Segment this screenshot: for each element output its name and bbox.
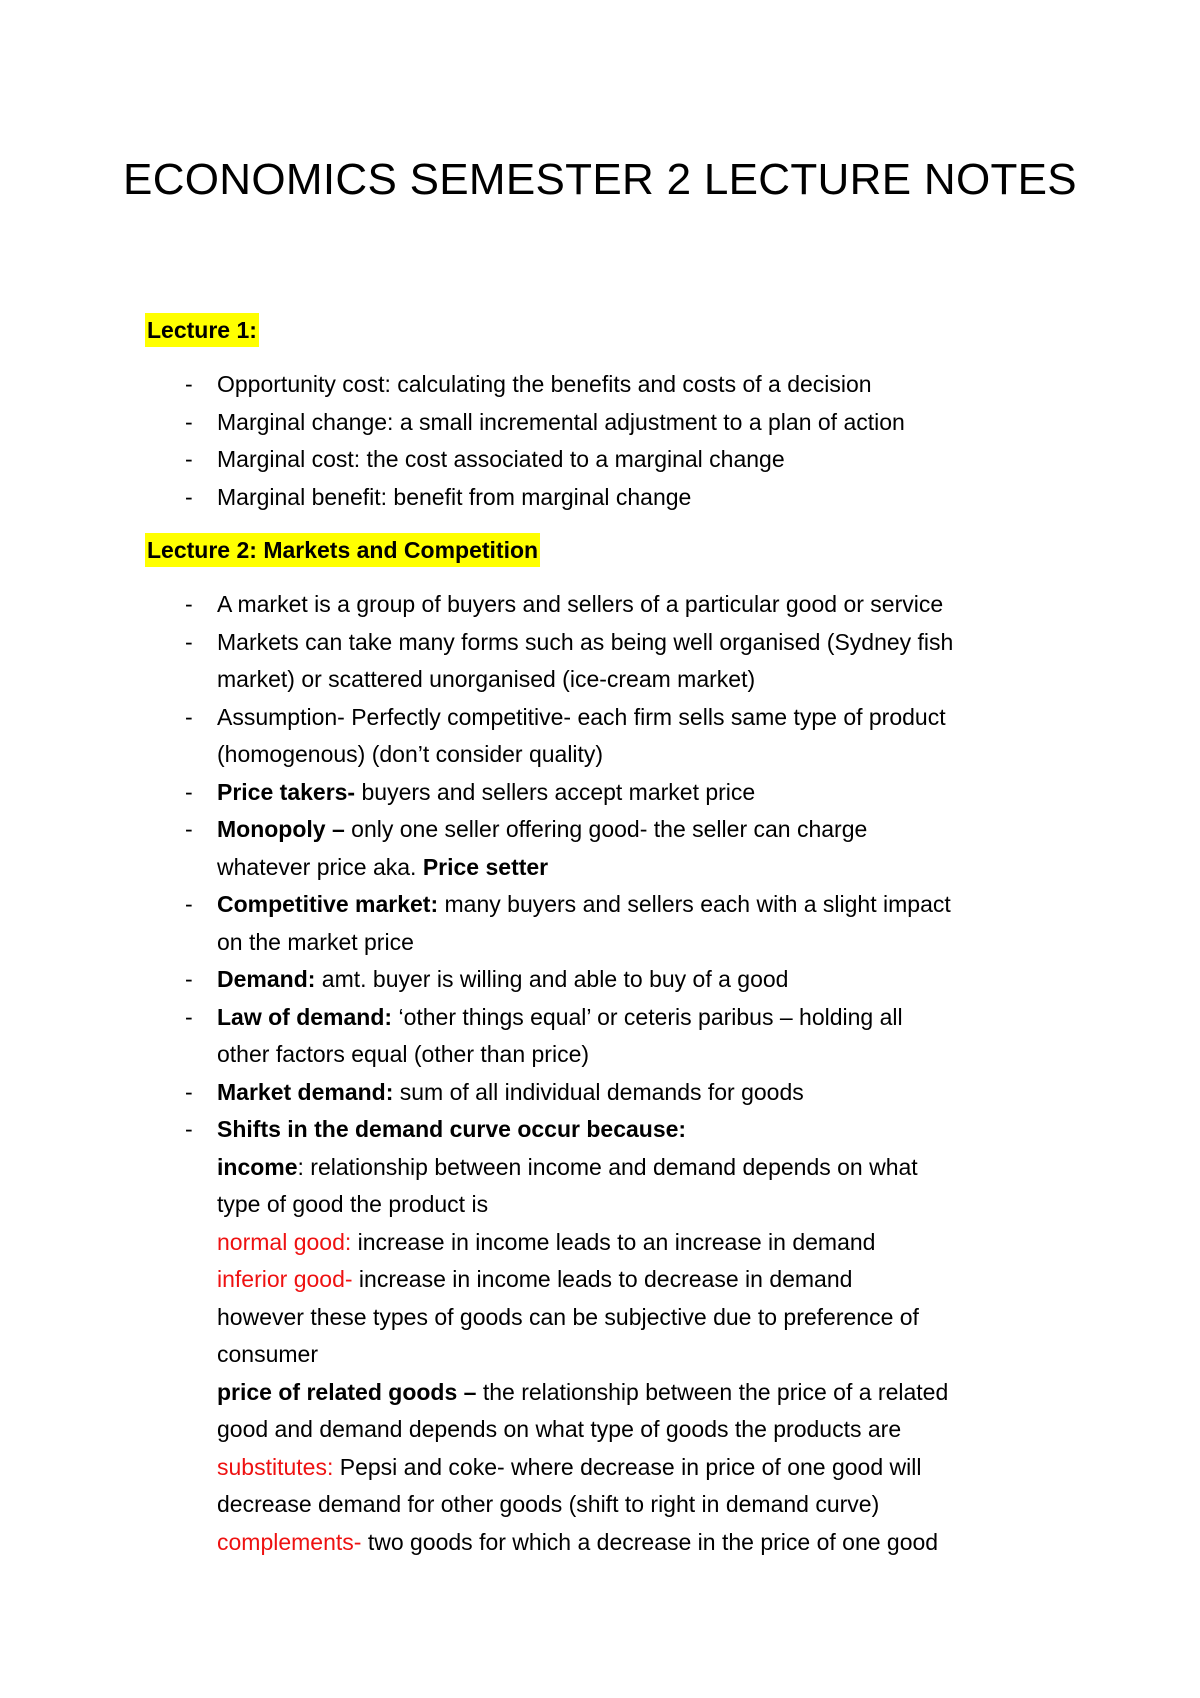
text-line [217,1074,953,1112]
text-run: many buyers and sellers each with a slight impact [438,891,951,917]
text-run: only one seller offering good- the seller can charge [344,816,868,842]
bullet-dash: - [185,778,193,805]
text-run: other factors equal (other than price) [217,1041,590,1067]
text-run: (homogenous) (don’t consider quality) [217,741,604,767]
bullet-dash: - [185,1078,193,1105]
text-line [217,1186,953,1224]
list-item [145,624,953,699]
text-line [217,366,905,404]
text-line [217,1449,953,1487]
page-title: ECONOMICS SEMESTER 2 LECTURE NOTES [123,155,1077,204]
text-line [217,1374,953,1412]
text-line [217,1411,953,1449]
bullet-dash: - [185,966,193,992]
text-run: good and demand depends on what type of goods the products are [217,1416,902,1442]
bullet-dash: - [185,816,193,842]
list-item [145,586,953,624]
bold-term: Demand: [217,966,316,992]
text-run: two goods for which a decrease in the price of one good [361,1528,939,1555]
text-run: the relationship between the price of a related [476,1378,949,1405]
text-run: Opportunity cost: calculating the benefits and costs of a decision [217,371,872,397]
text-line [217,961,953,999]
text-run: on the market price [217,928,414,955]
text-line [217,849,953,887]
text-line [217,404,905,442]
bullet-dash: - [185,371,193,397]
list-item [145,699,953,774]
text-run: Marginal benefit: benefit from marginal change [217,483,692,510]
list-item [145,1074,953,1112]
highlighted-term: complements- [217,1528,362,1555]
section-heading-lecture-1: Lecture 1: [145,313,259,347]
text-line [217,661,953,699]
text-line [217,1336,953,1374]
text-line [217,1524,953,1562]
highlighted-term: substitutes: [217,1453,334,1480]
list-item [145,366,905,404]
list-item [145,774,953,812]
list-item [145,404,905,442]
text-line [217,736,953,774]
bold-term: price of related goods – [217,1378,477,1405]
list-item [145,886,953,961]
text-run: whatever price aka. [217,853,423,880]
bullet-dash: - [185,891,193,917]
text-run: consumer [217,1341,318,1367]
text-run: Pepsi and coke- where decrease in price of one good will [333,1453,922,1480]
text-line [217,999,953,1037]
text-line [217,924,953,962]
bold-term: Market demand: [217,1078,394,1105]
list-item [145,961,953,999]
text-line [217,1036,953,1074]
list-item [145,1111,953,1561]
text-run: market) or scattered unorganised (ice-cream market) [217,666,756,692]
text-run: increase in income leads to decrease in demand [352,1266,853,1292]
text-run: however these types of goods can be subjective due to preference of [217,1303,919,1330]
bullet-dash: - [185,1116,193,1142]
text-line [217,1486,953,1524]
text-line [217,586,953,624]
list-item [145,441,905,479]
list-item [145,479,905,517]
text-run: A market is a group of buyers and sellers of a particular good or service [217,591,944,617]
bold-term: Monopoly – [217,816,345,842]
text-line [217,441,905,479]
text-run: Assumption- Perfectly competitive- each firm sells same type of product [217,703,946,730]
highlighted-term: inferior good- [217,1266,353,1292]
text-run: Marginal change: a small incremental adjustment to a plan of action [217,408,905,435]
text-line [217,479,905,517]
bullet-dash: - [185,483,193,510]
bullet-dash: - [185,591,193,617]
bullet-dash: - [185,703,193,730]
text-line [217,886,953,924]
text-line [217,1111,953,1149]
bullet-list-lecture-2 [145,586,953,1561]
bold-term: Price takers- [217,778,356,805]
text-run: ‘other things equal’ or ceteris paribus – holding all [392,1003,903,1030]
text-line [217,811,953,849]
bold-term: Price setter [422,853,549,880]
bold-term: Competitive market: [217,891,439,917]
text-line [217,1261,953,1299]
text-run: sum of all individual demands for goods [393,1078,804,1105]
bold-term: income [217,1153,298,1180]
bold-term: Law of demand: [217,1003,393,1030]
text-run: decrease demand for other goods (shift to right in demand curve) [217,1491,880,1517]
section-heading-lecture-2: Lecture 2: Markets and Competition [145,533,540,567]
text-run: Marginal cost: the cost associated to a marginal change [217,446,785,472]
bullet-dash: - [185,1003,193,1030]
bullet-dash: - [185,408,193,435]
list-item [145,999,953,1074]
text-run: type of good the product is [217,1191,489,1217]
text-line [217,1149,953,1187]
bullet-list-lecture-1 [145,366,905,516]
text-run: increase in income leads to an increase in demand [351,1228,876,1255]
text-line [217,1299,953,1337]
text-line [217,624,953,662]
bullet-dash: - [185,446,193,472]
text-run: : relationship between income and demand depends on what [297,1153,918,1180]
bullet-dash: - [185,628,193,655]
text-line [217,1224,953,1262]
text-run: amt. buyer is willing and able to buy of a good [315,966,789,992]
text-run: Markets can take many forms such as being well organised (Sydney fish [217,628,954,655]
text-run: buyers and sellers accept market price [355,778,756,805]
text-line [217,774,953,812]
bold-term: Shifts in the demand curve occur because: [217,1116,687,1142]
list-item [145,811,953,886]
highlighted-term: normal good: [217,1228,352,1255]
text-line [217,699,953,737]
